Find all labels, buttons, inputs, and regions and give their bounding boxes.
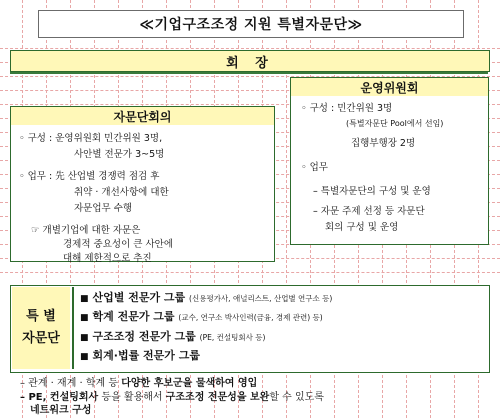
- footnote-3: 네트워크 구성: [30, 405, 92, 416]
- square-bullet-icon: ■: [80, 333, 89, 343]
- operating-composition-note: (특별자문단 Pool에서 선임): [346, 119, 444, 128]
- advisory-composition-1: ◦ 구성 : 운영위원회 민간위원 3명,: [19, 133, 163, 144]
- diagram-title: ≪기업구조조정 지원 특별자문단≫: [38, 10, 464, 38]
- expert-group-accounting-legal: ■ 회계·법률 전문가 그룹: [80, 349, 200, 362]
- expert-group-restructuring: ■ 구조조정 전문가 그룹 (PE, 컨설팅회사 등): [80, 330, 266, 343]
- advisory-note-3: 대해 제한적으로 추진: [63, 253, 152, 264]
- chairman-box: 회 장: [10, 50, 490, 72]
- advisory-note-1: ☞ 개별기업에 대한 자문은: [31, 225, 141, 236]
- advisory-meeting-box: [10, 125, 275, 262]
- operating-duty-1: – 특별자문단의 구성 및 운영: [313, 186, 431, 197]
- advisory-duty-3: 자문업무 수행: [74, 203, 133, 214]
- advisory-meeting-title: 자문단회의: [10, 106, 275, 127]
- advisory-duty-1: ◦ 업무 : 先 산업별 경쟁력 점검 후: [19, 171, 160, 182]
- expert-group-academia: ■ 학계 전문가 그룹 (교수, 연구소 박사인력(금융, 경제 관련) 등): [80, 310, 323, 323]
- operating-duty-3: 회의 구성 및 운영: [325, 222, 399, 233]
- footnote-1: – 관계 · 재계 · 학계 등 다양한 후보군을 물색하여 영입: [20, 378, 258, 389]
- operating-composition: ◦ 구성 : 민간위원 3명: [301, 103, 393, 114]
- special-advisory-label-line2: 자문단: [22, 331, 60, 346]
- operating-duty-label: ◦ 업무: [301, 162, 328, 173]
- footnote-2: – PE, 컨설팅회사 등을 활용해서 구조조정 전문성을 보완할 수 있도록: [20, 392, 324, 403]
- advisory-composition-2: 사안별 전문가 3~5명: [74, 149, 165, 160]
- chairman-connector-line: [10, 72, 488, 74]
- special-advisory-label: [12, 287, 70, 369]
- operating-committee-box: [290, 96, 489, 245]
- special-advisory-divider: [72, 287, 74, 369]
- operating-committee-title: 운영위원회: [290, 77, 489, 98]
- square-bullet-icon: ■: [80, 352, 89, 362]
- square-bullet-icon: ■: [80, 313, 89, 323]
- operating-duty-2: – 자문 주제 선정 등 자문단: [313, 206, 425, 217]
- special-advisory-label-line1: 특 별: [26, 309, 56, 324]
- square-bullet-icon: ■: [80, 294, 89, 304]
- expert-group-industry: ■ 산업별 전문가 그룹 (신용평가사, 애널리스트, 산업별 연구소 등): [80, 291, 333, 304]
- advisory-duty-2: 취약 · 개선사항에 대한: [74, 187, 169, 198]
- advisory-note-2: 경제적 중요성이 큰 사안에: [63, 239, 174, 250]
- operating-executive: 집행부행장 2명: [351, 138, 416, 149]
